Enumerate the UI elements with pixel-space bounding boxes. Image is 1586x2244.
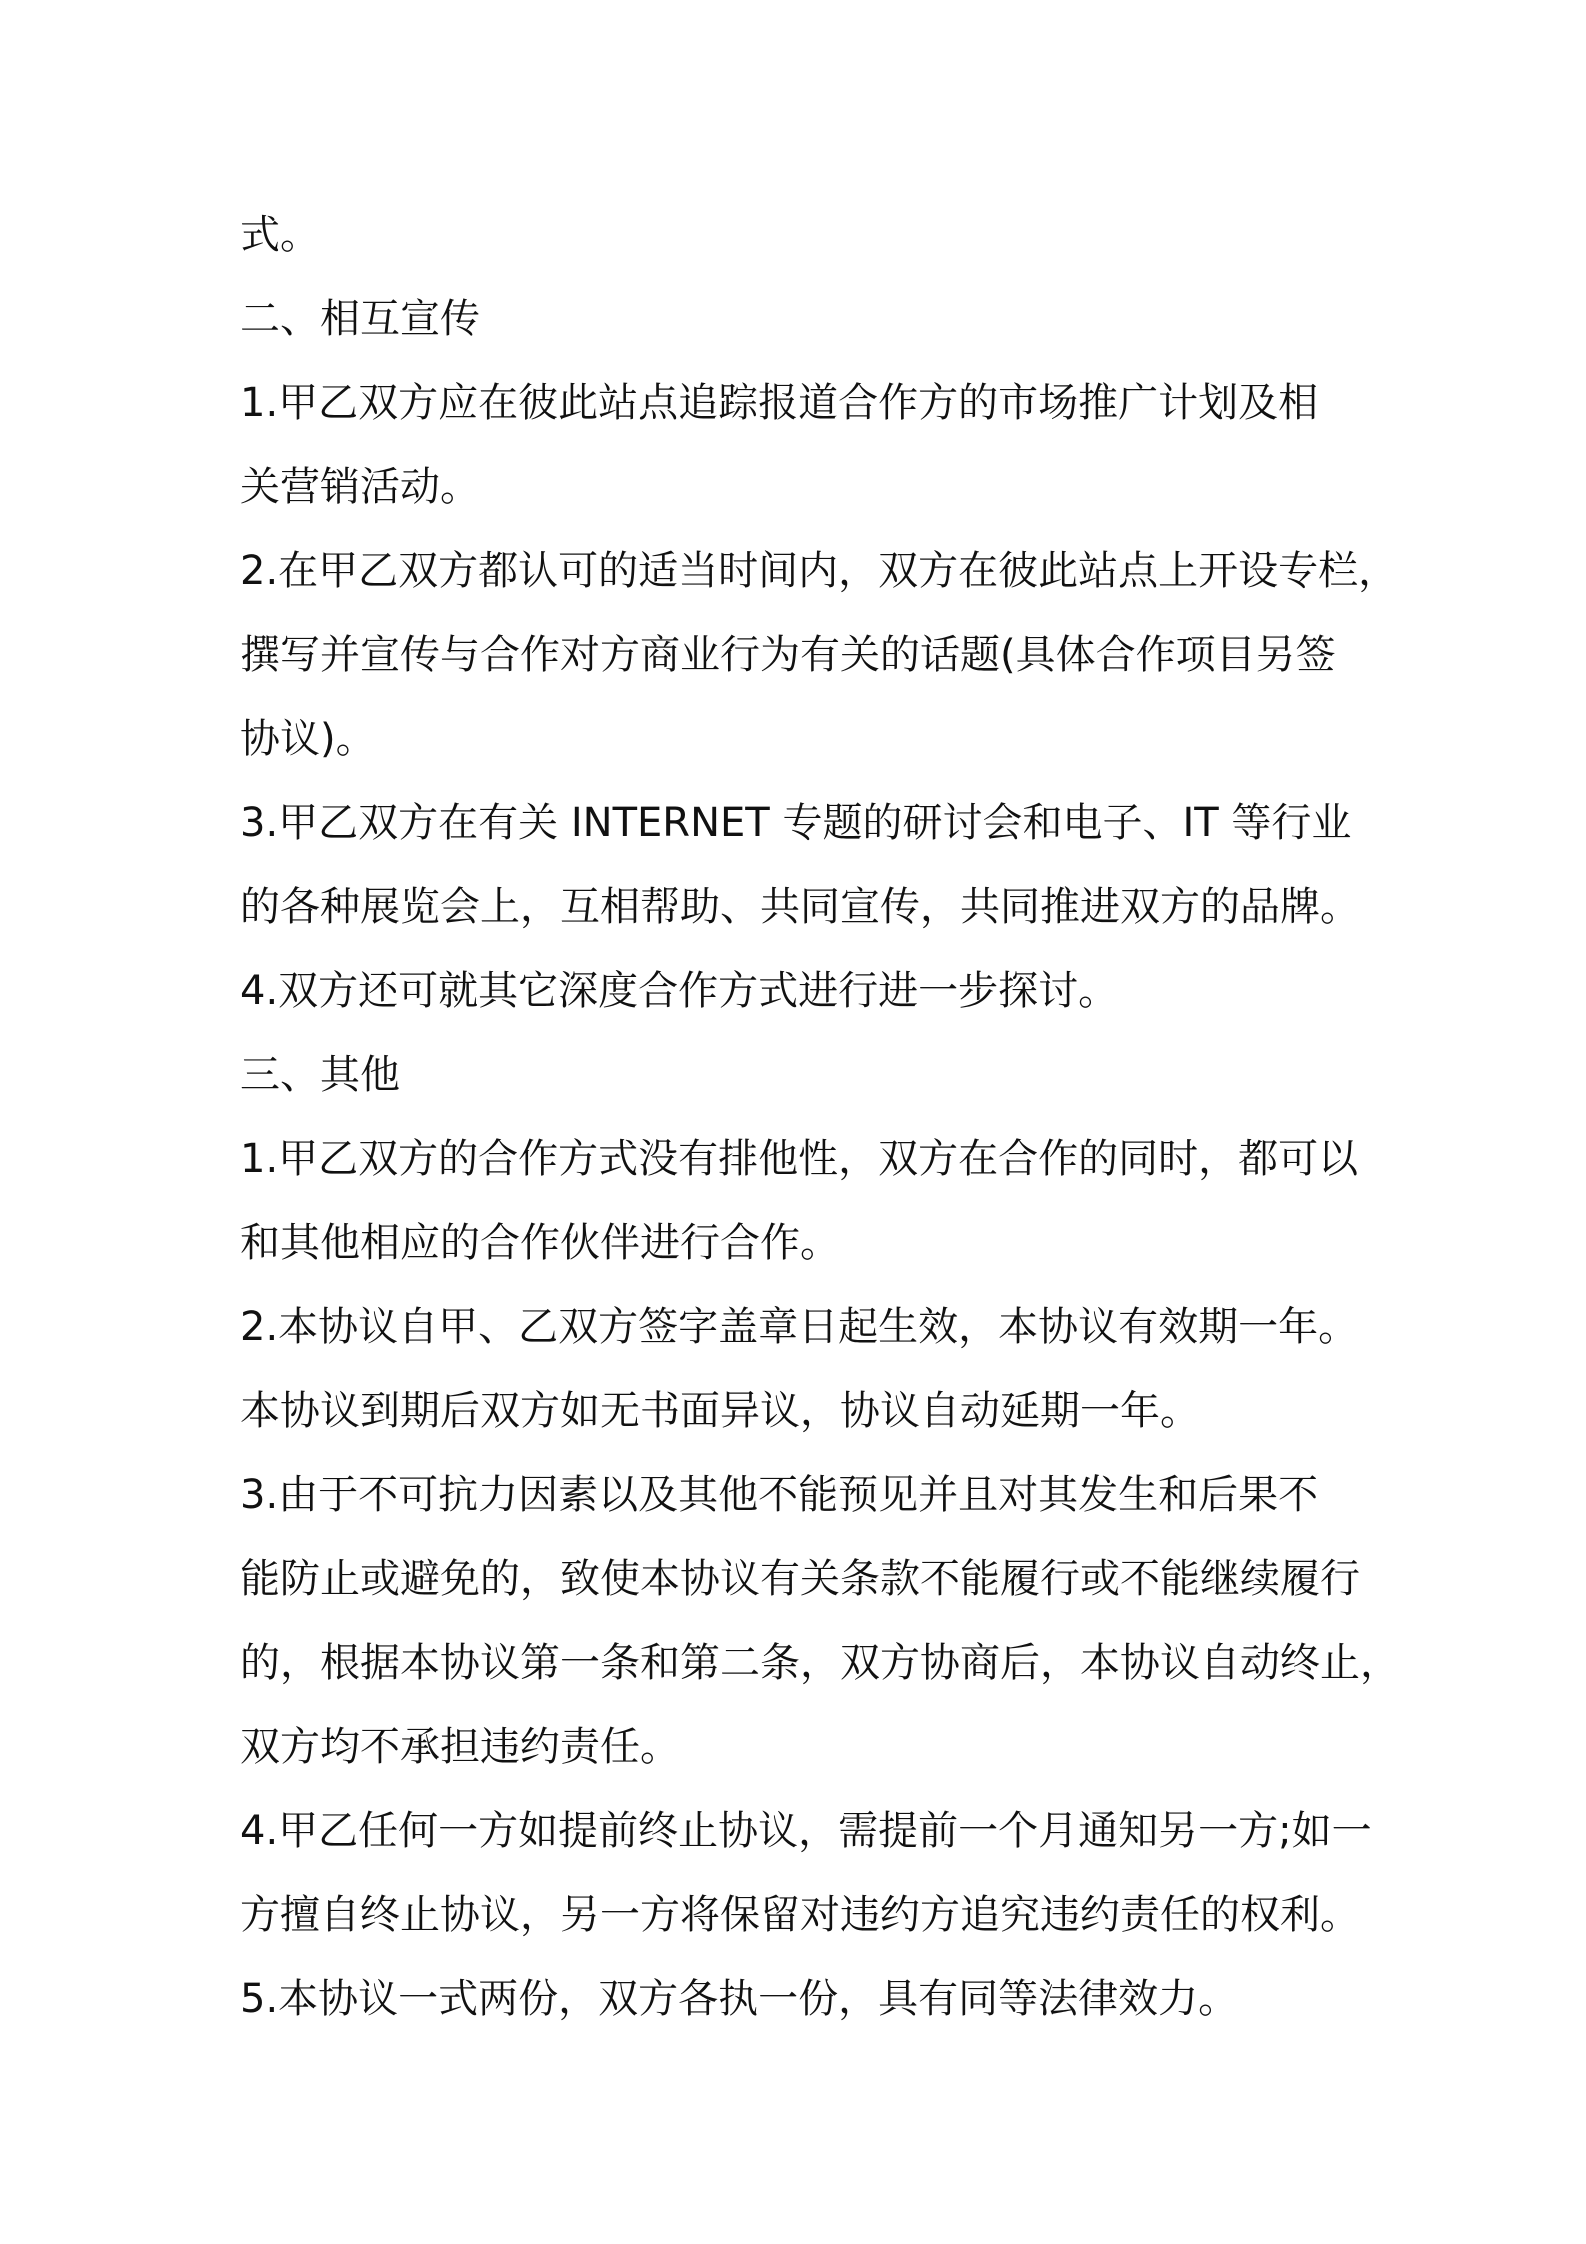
text-line: 本协议到期后双方如无书面异议，协议自动延期一年。 [240, 1388, 1200, 1434]
text-line: 1.甲乙双方的合作方式没有排他性，双方在合作的同时，都可以 [240, 1136, 1359, 1182]
text-line: 4.甲乙任何一方如提前终止协议，需提前一个月通知另一方;如一 [240, 1808, 1372, 1854]
text-line: 方擅自终止协议，另一方将保留对违约方追究违约责任的权利。 [240, 1892, 1360, 1938]
text-line: 3.由于不可抗力因素以及其他不能预见并且对其发生和后果不 [240, 1472, 1319, 1518]
text-line: 式。 [240, 212, 320, 258]
text-line: 2.本协议自甲、乙双方签字盖章日起生效，本协议有效期一年。 [240, 1304, 1359, 1350]
text-line: 能防止或避免的，致使本协议有关条款不能履行或不能继续履行 [240, 1556, 1360, 1602]
section-heading: 二、相互宣传 [240, 296, 480, 342]
text-line: 1.甲乙双方应在彼此站点追踪报道合作方的市场推广计划及相 [240, 380, 1319, 426]
text-line: 撰写并宣传与合作对方商业行为有关的话题(具体合作项目另签 [240, 632, 1336, 678]
section-heading: 三、其他 [240, 1052, 400, 1098]
document-body [240, 193, 1400, 2041]
text-line: 关营销活动。 [240, 464, 480, 510]
text-line: 4.双方还可就其它深度合作方式进行进一步探讨。 [240, 968, 1119, 1014]
text-line: 的各种展览会上，互相帮助、共同宣传，共同推进双方的品牌。 [240, 884, 1360, 930]
text-line: 2.在甲乙双方都认可的适当时间内，双方在彼此站点上开设专栏， [240, 548, 1399, 594]
text-line: 双方均不承担违约责任。 [240, 1724, 680, 1770]
text-line: 3.甲乙双方在有关 INTERNET 专题的研讨会和电子、IT 等行业 [240, 800, 1352, 846]
text-line: 5.本协议一式两份，双方各执一份，具有同等法律效力。 [240, 1976, 1239, 2022]
text-line: 和其他相应的合作伙伴进行合作。 [240, 1220, 840, 1266]
text-line: 的，根据本协议第一条和第二条，双方协商后，本协议自动终止， [240, 1640, 1400, 1686]
text-line: 协议)。 [240, 716, 376, 762]
